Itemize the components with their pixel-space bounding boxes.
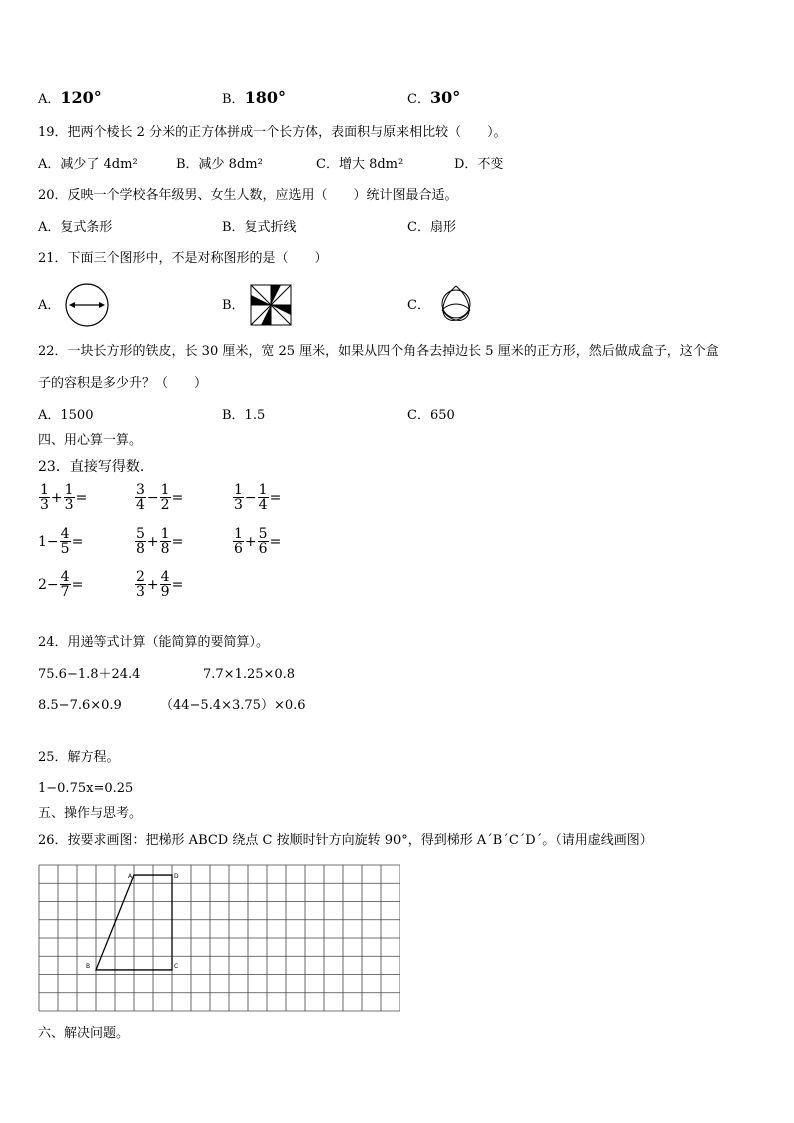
q22-stem-line1: 22．一块长方形的铁皮，长 30 厘米，宽 25 厘米，如果从四个角各去掉边长 5 厘米的正方形，然后做成盒子，这个盒 [38,344,719,359]
q23-expression [232,527,281,556]
denominator: 4 [136,497,145,513]
q24-stem: 24．用递等式计算（能简算的要简算）。 [38,635,270,650]
q18-option-b: B．180° [222,88,286,107]
denominator: 8 [160,541,170,557]
q21-stem: 21．下面三个图形中，不是对称图形的是（ ） [38,251,328,266]
trapezoid-grid-diagram [38,864,400,1012]
q21-option-c: C． [407,298,430,313]
q22-stem-line2: 子的容积是多少升？（ ） [38,376,208,391]
denominator: 9 [160,584,170,600]
operator: − [244,489,257,506]
numerator: 2 [136,569,145,585]
q23-stem: 23．直接写得数. [38,459,145,475]
q23-expression [134,527,183,556]
q24-expr-3: 8.5−7.6×0.9 [38,698,122,713]
fraction [39,483,50,512]
numerator: 4 [160,569,170,585]
expression-prefix: 2− [38,576,59,593]
q24-expr-2: 7.7×1.25×0.8 [203,667,296,682]
denominator: 6 [258,541,268,557]
q22-option-b: B．1.5 [222,408,266,423]
vertex-label-a: A [128,873,133,881]
q19-option-d: D．不变 [454,157,504,172]
numerator: 1 [234,526,243,542]
q23-expression [134,483,183,512]
equals-sign: = [171,489,184,506]
q23-expression [38,483,87,512]
numerator: 1 [258,482,268,498]
equals-sign: = [75,489,88,506]
denominator: 4 [258,497,268,513]
denominator: 2 [160,497,170,513]
vertex-label-d: D [174,873,179,881]
equals-sign: = [71,533,84,550]
numerator: 5 [136,526,145,542]
q19-option-a: A．减少了 4dm² [38,157,138,172]
q18-option-a: A．120° [38,88,102,107]
equals-sign: = [269,489,282,506]
operator: + [50,489,63,506]
section-5-heading: 五、操作与思考。 [38,806,143,821]
q25-stem: 25．解方程。 [38,750,120,765]
fraction [64,483,75,512]
q20-option-b: B．复式折线 [222,220,297,235]
denominator: 3 [136,584,145,600]
fraction [135,527,146,556]
numerator: 1 [64,482,74,498]
fraction [60,570,71,599]
q19-option-b: B．减少 8dm² [176,157,263,172]
q25-equation: 1−0.75x=0.25 [38,781,134,796]
numerator: 3 [136,482,145,498]
q23-expression [232,483,281,512]
numerator: 1 [160,526,170,542]
section-6-heading: 六、解决问题。 [38,1026,130,1041]
q21-option-b: B． [222,298,245,313]
denominator: 5 [60,541,70,557]
denominator: 6 [234,541,243,557]
q23-expression [38,570,83,599]
equals-sign: = [171,576,184,593]
q20-option-c: C．扇形 [407,220,456,235]
q21-option-a: A． [38,298,61,313]
fraction [135,483,146,512]
denominator: 8 [136,541,145,557]
q22-option-c: C．650 [407,408,455,423]
operator: + [244,533,257,550]
numerator: 5 [258,526,268,542]
numerator: 1 [40,482,49,498]
fraction [160,570,171,599]
vertex-label-b: B [86,962,91,970]
fraction [60,527,71,556]
fraction [160,527,171,556]
q24-expr-4: （44−5.4×3.75）×0.6 [160,698,306,713]
q26-stem: 26．按要求画图：把梯形 ABCD 绕点 C 按顺时针方向旋转 90°，得到梯形 A´B´C´D´。（请用虚线画图） [38,833,653,848]
q19-option-c: C．增大 8dm² [316,157,404,172]
numerator: 1 [234,482,243,498]
vertex-label-c: C [174,962,179,970]
denominator: 3 [40,497,49,513]
operator: − [146,489,159,506]
fraction [135,570,146,599]
fraction [258,527,269,556]
q20-option-a: A．复式条形 [38,220,113,235]
q22-option-a: A．1500 [38,408,94,423]
operator: + [146,533,159,550]
fraction [233,483,244,512]
q20-stem: 20．反映一个学校各年级男、女生人数，应选用（ ）统计图最合适。 [38,188,458,203]
denominator: 7 [60,584,70,600]
q23-expression [38,527,83,556]
pinwheel-figure [248,282,294,328]
equals-sign: = [269,533,282,550]
numerator: 4 [60,526,70,542]
fraction [258,483,269,512]
denominator: 3 [64,497,74,513]
denominator: 3 [234,497,243,513]
q24-expr-1: 75.6−1.8＋24.4 [38,667,141,682]
operator: + [146,576,159,593]
fraction [233,527,244,556]
q18-option-c: C．30° [407,88,461,107]
circle-double-arrow-figure [62,282,112,328]
section-4-heading: 四、用心算一算。 [38,433,143,448]
fraction [160,483,171,512]
numerator: 1 [160,482,170,498]
expression-prefix: 1− [38,533,59,550]
numerator: 4 [60,569,70,585]
trefoil-knot-figure [432,280,480,328]
equals-sign: = [171,533,184,550]
equals-sign: = [71,576,84,593]
q19-stem: 19．把两个棱长 2 分米的正方体拼成一个长方体，表面积与原来相比较（ ）。 [38,125,507,140]
q23-expression [134,570,183,599]
